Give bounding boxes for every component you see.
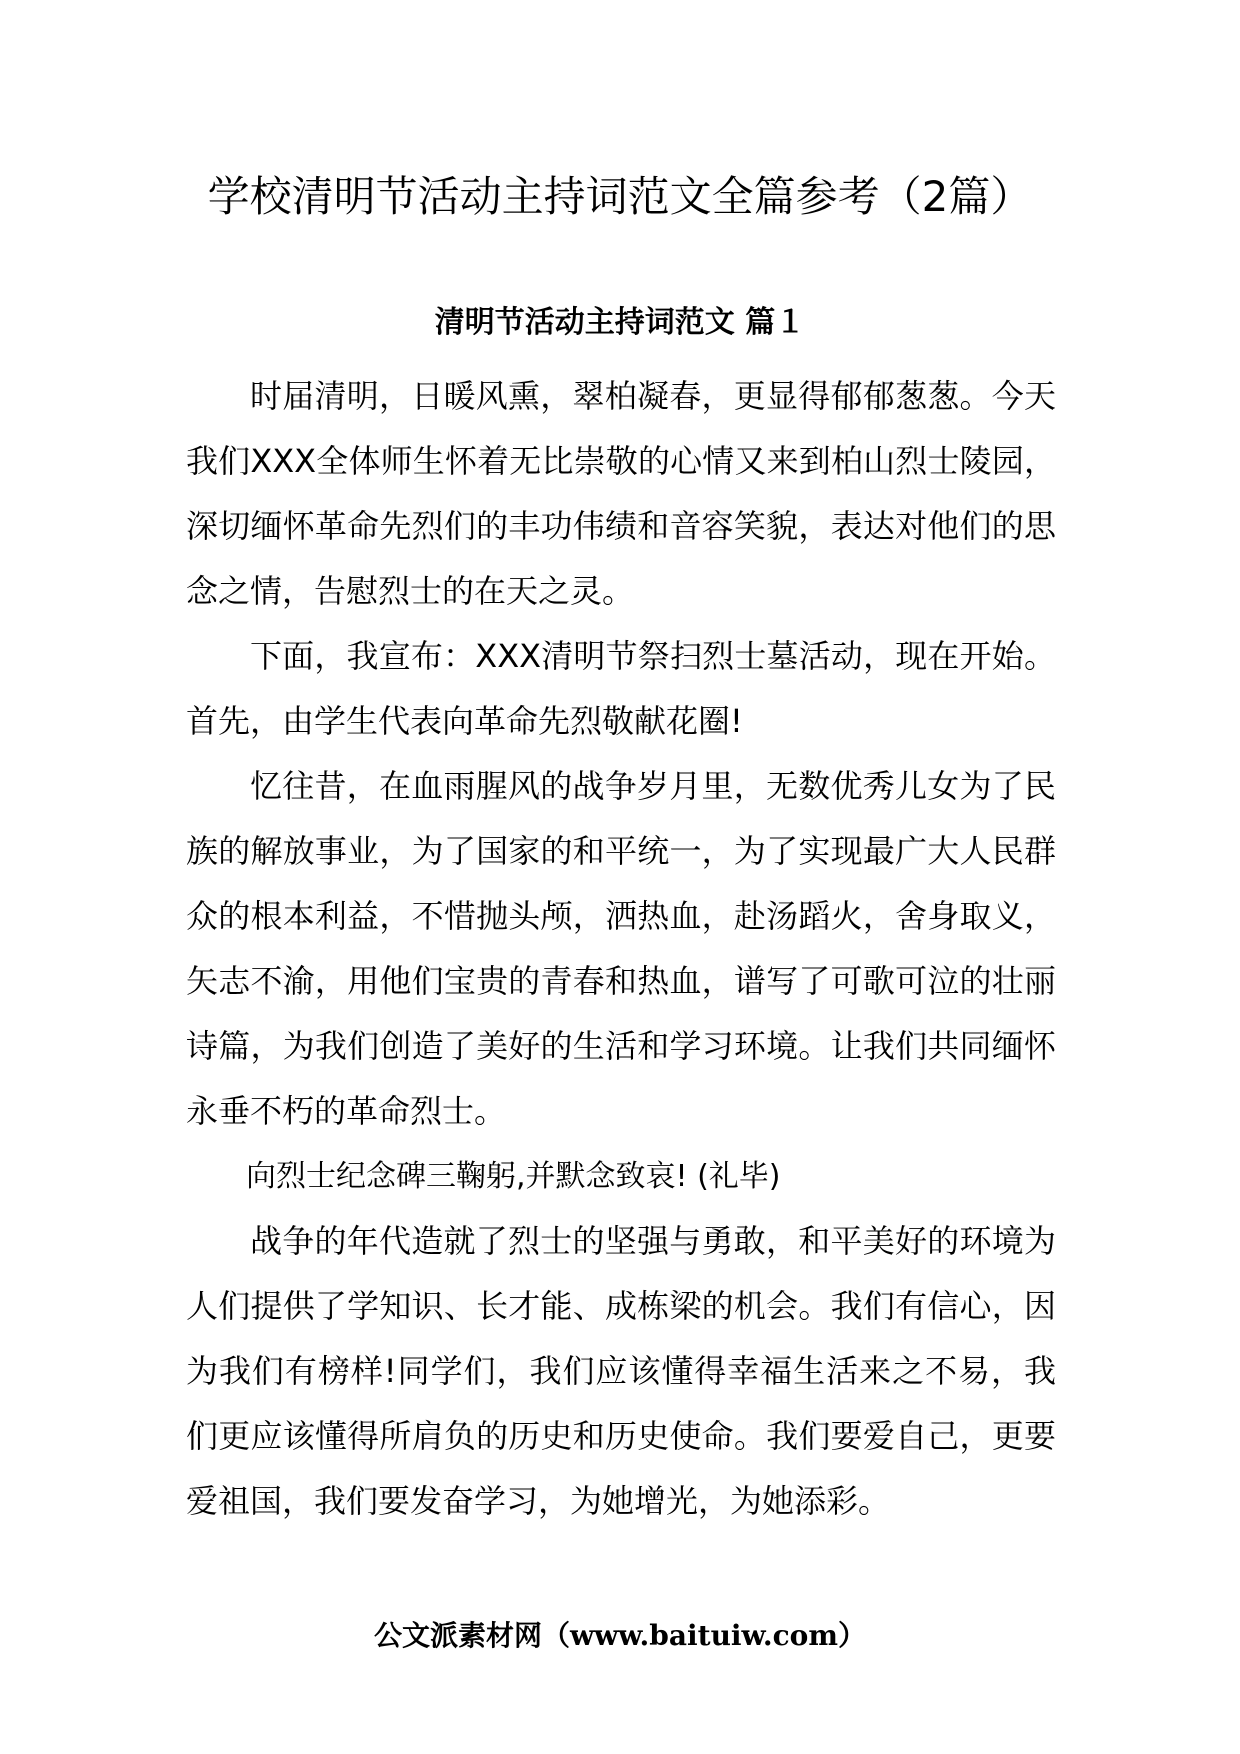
document-body: [186, 364, 1056, 1534]
paragraph: 战争的年代造就了烈士的坚强与勇敢，和平美好的环境为人们提供了学知识、长才能、成栋梁的机会。我们有信心，因为我们有榜样!同学们，我们应该懂得幸福生活来之不易，我们更应该懂得所肩负的历史和历史使命。我们要爱自己，更要爱祖国，我们要发奋学习，为她增光，为她添彩。: [186, 1222, 1056, 1520]
paragraph: 向烈士纪念碑三鞠躬,并默念致哀! (礼毕): [246, 1159, 781, 1194]
paragraph: 忆往昔，在血雨腥风的战争岁月里，无数优秀儿女为了民族的解放事业，为了国家的和平统一，为了实现最广大人民群众的根本利益，不惜抛头颅，洒热血，赴汤蹈火，舍身取义，矢志不渝，用他们宝贵的青春和热血，谱写了可歌可泣的壮丽诗篇，为我们创造了美好的生活和学习环境。让我们共同缅怀永垂不朽的革命烈士。: [186, 767, 1056, 1130]
section-heading: 清明节活动主持词范文 篇１: [434, 305, 806, 340]
paragraph: 下面，我宣布：XXX清明节祭扫烈士墓活动，现在开始。 首先，由学生代表向革命先烈敬献花圈!: [186, 637, 1056, 740]
footer-source-credit: 公文派素材网（www.baituiw.com）: [374, 1619, 866, 1652]
paragraph: 时届清明，日暖风熏，翠柏凝春，更显得郁郁葱葱。今天我们XXX全体师生怀着无比崇敬的心情又来到柏山烈士陵园，深切缅怀革命先烈们的丰功伟绩和音容笑貌，表达对他们的思念之情，告慰烈士的在天之灵。: [186, 377, 1056, 610]
document-title: 学校清明节活动主持词范文全篇参考（2篇）: [207, 172, 1033, 221]
